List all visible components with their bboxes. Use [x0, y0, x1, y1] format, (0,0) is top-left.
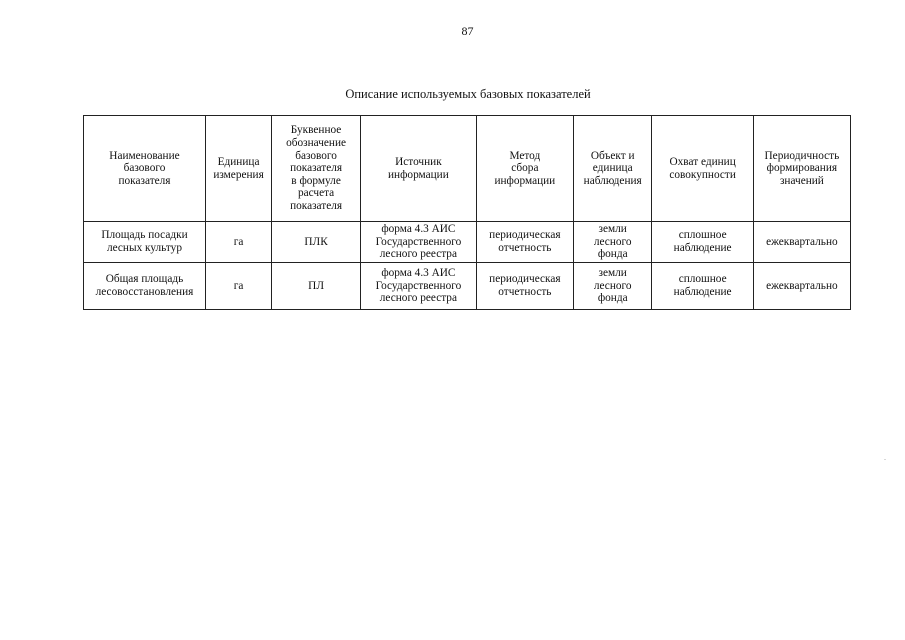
header-unit: Единица измерения [205, 116, 271, 222]
cell-coverage: сплошное наблюдение [652, 222, 753, 263]
page-number: 87 [461, 24, 474, 38]
header-collection-method: Метод сбора информации [476, 116, 573, 222]
cell-collection-method: периодическая отчетность [476, 263, 573, 310]
cell-indicator-name: Общая площадь лесовосстановления [84, 263, 206, 310]
cell-source: форма 4.3 АИС Государственного лесного реестра [361, 263, 477, 310]
cell-indicator-name: Площадь посадки лесных культур [84, 222, 206, 263]
header-coverage: Охват единиц совокупности [652, 116, 753, 222]
cell-source: форма 4.3 АИС Государственного лесного реестра [361, 222, 477, 263]
header-source: Источник информации [361, 116, 477, 222]
header-letter-code: Буквенное обозначение базового показателя в формуле расчета показателя [272, 116, 361, 222]
indicators-table [83, 115, 851, 310]
table-row [84, 222, 851, 263]
header-indicator-name: Наименование базового показателя [84, 116, 206, 222]
table-body [84, 222, 851, 310]
table-header [84, 116, 851, 222]
cell-coverage: сплошное наблюдение [652, 263, 753, 310]
cell-periodicity: ежеквартально [753, 222, 850, 263]
table-row [84, 263, 851, 310]
cell-letter-code: ПЛ [272, 263, 361, 310]
cell-collection-method: периодическая отчетность [476, 222, 573, 263]
scan-speck [884, 459, 886, 460]
header-row [84, 116, 851, 222]
header-observation-object: Объект и единица наблюдения [573, 116, 652, 222]
cell-observation-object: земли лесного фонда [573, 222, 652, 263]
cell-unit: га [205, 222, 271, 263]
header-periodicity: Периодичность формирования значений [753, 116, 850, 222]
cell-periodicity: ежеквартально [753, 263, 850, 310]
cell-observation-object: земли лесного фонда [573, 263, 652, 310]
cell-letter-code: ПЛК [272, 222, 361, 263]
document-title: Описание используемых базовых показателей [345, 87, 591, 101]
cell-unit: га [205, 263, 271, 310]
